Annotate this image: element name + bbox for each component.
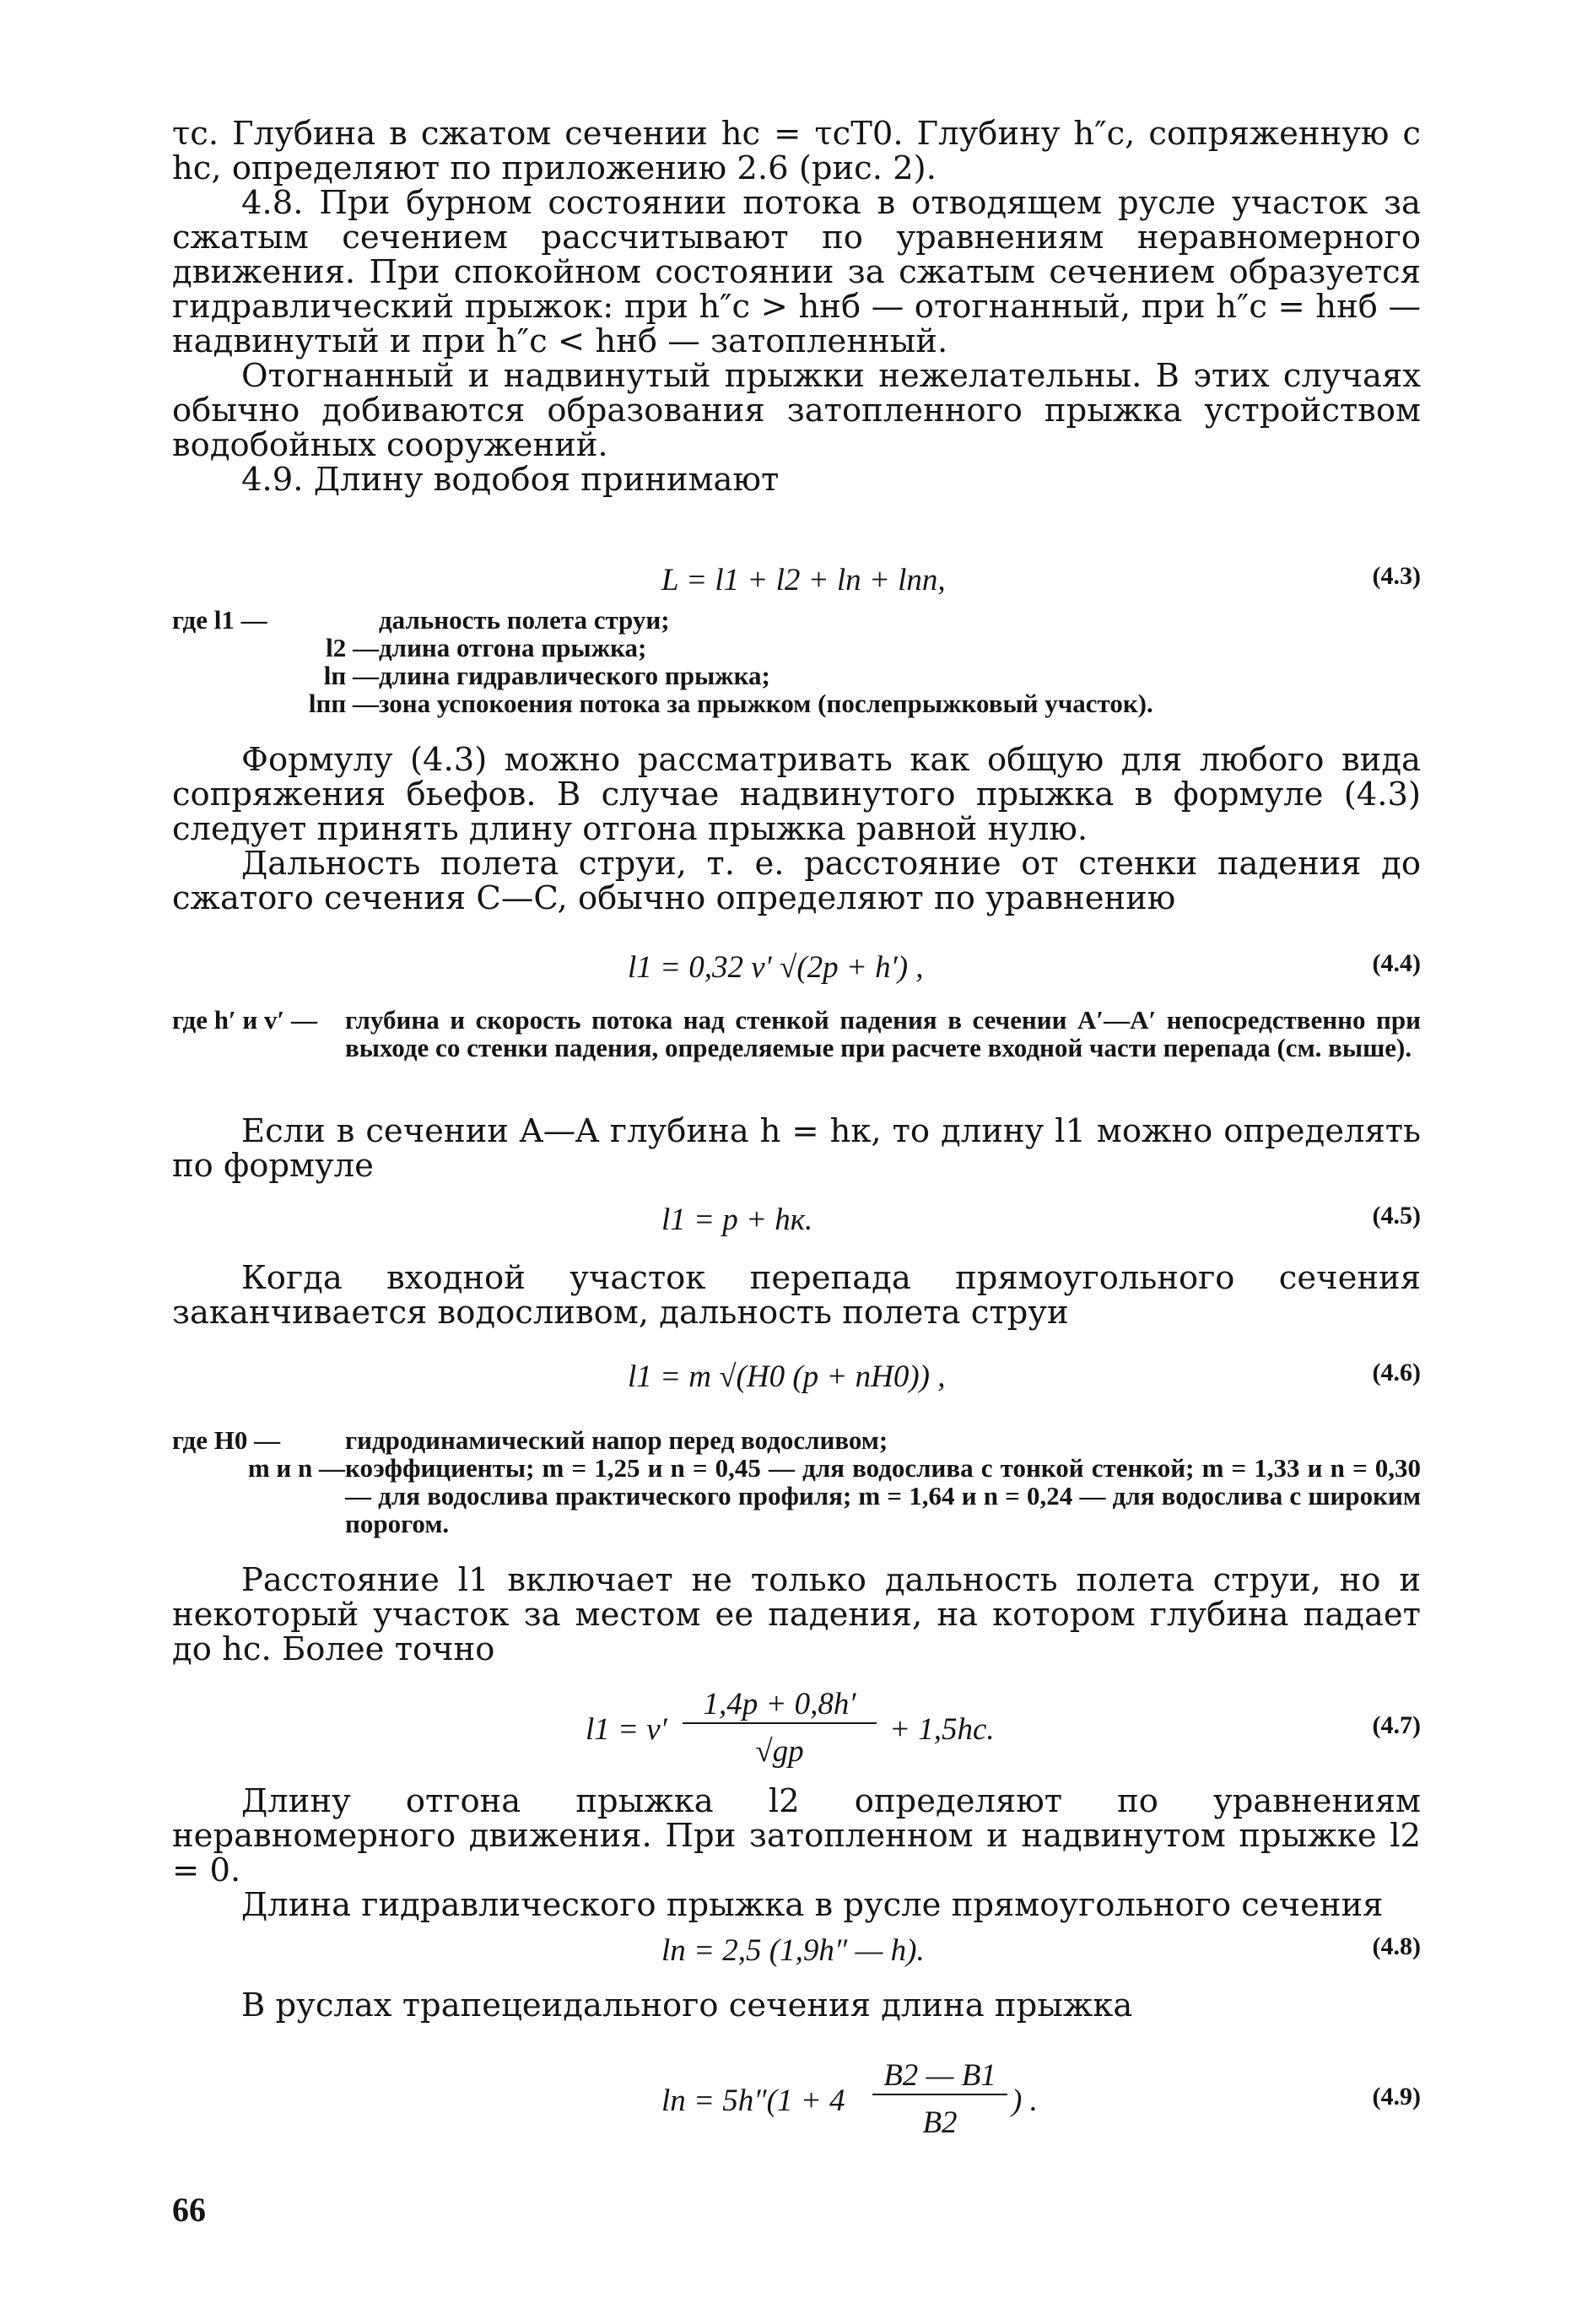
paragraph-4-9: 4.9. Длину водобоя принимают <box>241 461 780 499</box>
equation-4-5 <box>172 1202 1421 1249</box>
text-block-4 <box>172 1261 1421 1330</box>
definitions-4-3 <box>172 606 1421 717</box>
equation-formula: l1 = m √(H0 (p + nH0)) , <box>628 1359 946 1394</box>
equation-4-8 <box>172 1932 1421 1980</box>
equation-formula: l1 = 0,32 v′ √(2p + h′) , <box>628 950 924 985</box>
text-block-6 <box>172 1784 1421 1922</box>
equation-number: (4.9) <box>1372 2083 1421 2111</box>
paragraph-formula-general: Формулу (4.3) можно рассматривать как общую для любого вида сопряжения бьефов. В случае надвинутого прыжка в формуле (4.3) следует принять длину отгона прыжка равной нулю. <box>172 741 1421 848</box>
equation-number: (4.8) <box>1372 1932 1421 1960</box>
definition-row: где H0 — гидродинамический напор перед водосливом; <box>172 1425 888 1455</box>
definition-row: lпп — зона успокоения потока за прыжком (послепрыжковый участок). <box>308 689 1153 718</box>
definition-row: где h′ и v′ — глубина и скорость потока над стенкой падения в сечении A′—A′ непосредственно при выходе со стенки падения, определяемые при расчете входной части перепада (см. выше). <box>172 1005 1421 1062</box>
paragraph-jumps: Отогнанный и надвинутый прыжки нежелательны. В этих случаях обычно добиваются образования затопленного прыжка устройством водобойных сооружений. <box>172 357 1421 464</box>
equation-4-3 <box>172 562 1421 609</box>
paragraph-1: τс. Глубина в сжатом сечении hс = τсT0. Глубину h″с, сопряженную с hс, определяют по приложению 2.6 (рис. 2). <box>172 115 1421 187</box>
paragraph-trapezoid: В руслах трапецеидального сечения длина прыжка <box>241 1986 1133 2024</box>
equation-4-9: lп = 5h″(1 + 4 B2 — B1 B2 ) . (4.9) <box>661 2058 1421 2140</box>
equation-formula: L = l1 + l2 + lп + lпп, <box>661 563 946 597</box>
text-block-top <box>172 116 1421 497</box>
equation-4-7: l1 = v′ 1,4p + 0,8h′ √gp + 1,5hс. (4.7) <box>586 1687 1421 1769</box>
page-number: 66 <box>172 2191 206 2229</box>
paragraph-rect-jump: Длина гидравлического прыжка в русле прямоугольного сечения <box>241 1886 1384 1924</box>
equation-formula: l1 = p + hк. <box>661 1203 813 1237</box>
definitions-4-6 <box>172 1426 1421 1538</box>
definition-row: где l1 — дальность полета струи; <box>172 605 670 635</box>
equation-formula: lп = 2,5 (1,9h″ — h). <box>661 1933 925 1968</box>
equation-number: (4.7) <box>1372 1711 1421 1739</box>
paragraph-section-aa: Если в сечении A—A глубина h = hк, то длину l1 можно определять по формуле <box>172 1112 1421 1185</box>
definition-row: l2 — длина отгона прыжка; <box>326 633 647 662</box>
paragraph-jet-distance: Дальность полета струи, т. е. расстояние от стенки падения до сжатого сечения C—C, обычно определяют по уравнению <box>172 845 1421 917</box>
paragraph-weir: Когда входной участок перепада прямоугольного сечения заканчивается водосливом, дальность полета струи <box>172 1259 1421 1332</box>
definition-row: m и n — коэффициенты; m = 1,25 и n = 0,45 — для водослива с тонкой стенкой; m = 1,33 и n = 0,30 — для водослива практического профиля; m = 1,64 и n = 0,24 — для водослива с широким порогом. <box>247 1453 1421 1538</box>
paragraph-4-8: 4.8. При бурном состоянии потока в отводящем русле участок за сжатым сечением рассчитывают по уравнениям неравномерного движения. При спокойном состоянии за сжатым сечением образуется гидравлический прыжок: при h″с > hнб — отогнанный, при h″с = hнб — надвинутый и при h″с < hнб — затопленный. <box>172 184 1421 360</box>
definitions-4-4 <box>172 1006 1421 1062</box>
text-block-3 <box>172 1114 1421 1183</box>
paragraph-l2: Длину отгона прыжка l2 определяют по уравнениям неравномерного движения. При затопленном и надвинутом прыжке l2 = 0. <box>172 1782 1421 1889</box>
paragraph-distance-l1: Расстояние l1 включает не только дальность полета струи, но и некоторый участок за местом ее падения, на котором глубина падает до hс. Более точно <box>172 1561 1421 1668</box>
text-block-7 <box>172 1988 1421 2023</box>
equation-4-6 <box>172 1359 1421 1406</box>
text-block-2 <box>172 743 1421 916</box>
equation-number: (4.4) <box>1372 949 1421 977</box>
text-block-5 <box>172 1563 1421 1667</box>
equation-4-4 <box>172 949 1421 997</box>
definition-row: lп — длина гидравлического прыжка; <box>323 661 770 690</box>
equation-number: (4.3) <box>1372 562 1421 590</box>
equation-number: (4.6) <box>1372 1359 1421 1386</box>
equation-number: (4.5) <box>1372 1202 1421 1230</box>
